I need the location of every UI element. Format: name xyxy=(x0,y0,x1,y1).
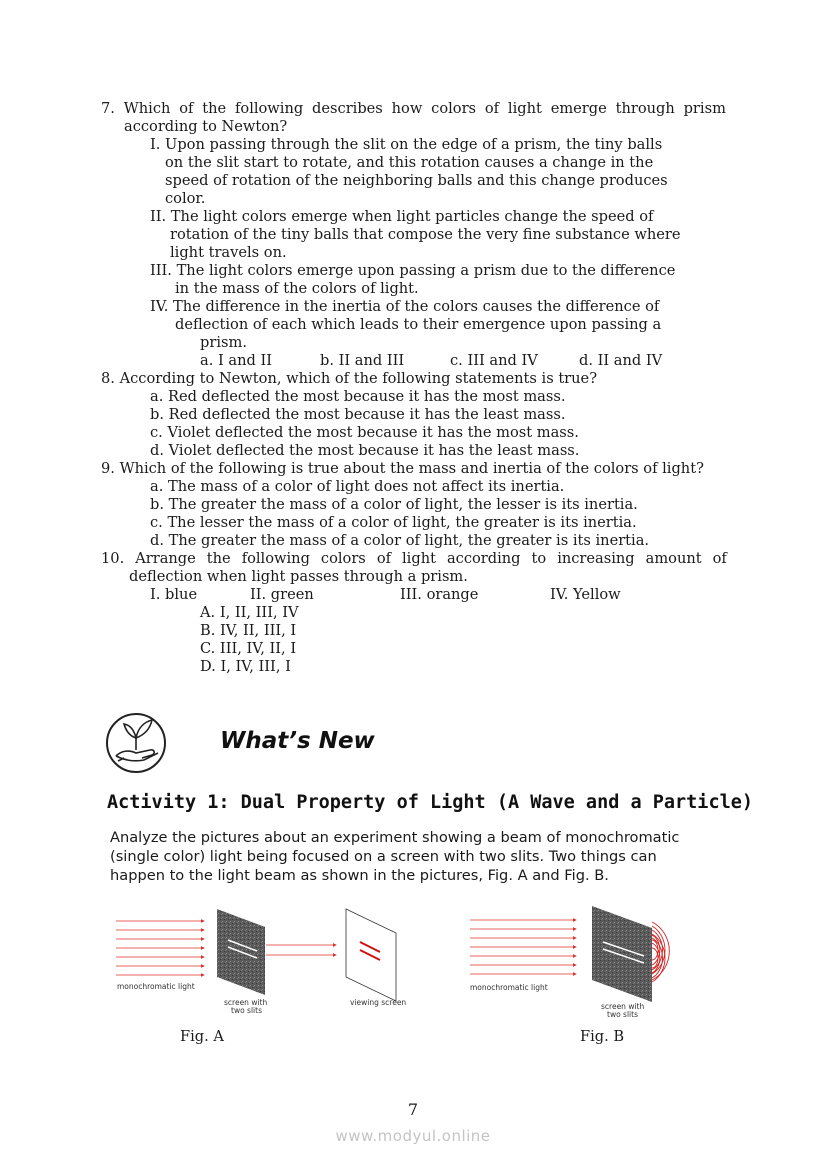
q9-option-c: c. The lesser the mass of a color of light, the greater is its inertia. xyxy=(150,514,637,531)
q7-stem-line2: according to Newton? xyxy=(124,118,288,135)
q7-statement-4-cont: deflection of each which leads to their emergence upon passing a xyxy=(175,316,662,333)
word: to xyxy=(531,550,547,567)
q10-item-1: I. blue xyxy=(150,586,198,603)
figure-b-screen-label: two slits xyxy=(607,1010,638,1019)
watermark: www.modyul.online xyxy=(335,1127,491,1145)
figure-a-viewing-label: viewing screen xyxy=(350,998,407,1007)
word: according xyxy=(446,550,521,567)
figure-a-caption: Fig. A xyxy=(180,1028,224,1045)
activity-title: Activity 1: Dual Property of Light (A Wave and a Particle) xyxy=(107,792,754,813)
q10-option-B: B. IV, II, III, I xyxy=(200,622,297,639)
q7-option-a: a. I and II xyxy=(200,352,272,369)
q9-option-a: a. The mass of a color of light does not affect its inertia. xyxy=(150,478,565,495)
figure-b-diagram xyxy=(466,902,706,1012)
page-number: 7 xyxy=(407,1100,419,1119)
word: 7. xyxy=(101,100,115,117)
q7-statement-4: IV. The difference in the inertia of the colors causes the difference of xyxy=(150,298,660,315)
q7-statement-3: III. The light colors emerge upon passing a prism due to the difference xyxy=(150,262,676,279)
q7-statement-4-cont: prism. xyxy=(200,334,247,351)
word: light xyxy=(402,550,436,567)
word: following xyxy=(235,100,304,117)
figure-b-screen-label: screen with xyxy=(601,1002,645,1011)
activity-paragraph-line: happen to the light beam as shown in the pictures, Fig. A and Fig. B. xyxy=(110,867,609,884)
q10-item-4: IV. Yellow xyxy=(550,586,621,603)
word: the xyxy=(202,100,227,117)
figure-b-light-label: monochromatic light xyxy=(470,983,548,992)
hand-holding-plant-icon xyxy=(104,698,168,788)
q9-stem: 9. Which of the following is true about the mass and inertia of the colors of light? xyxy=(101,460,704,477)
word: prism xyxy=(683,100,726,117)
word: colors xyxy=(320,550,366,567)
word: the xyxy=(206,550,231,567)
q10-option-C: C. III, IV, II, I xyxy=(200,640,297,657)
q10-option-A: A. I, II, III, IV xyxy=(200,604,299,621)
q10-stem-line2: deflection when light passes through a prism. xyxy=(129,568,468,585)
q7-statement-3-cont: in the mass of the colors of light. xyxy=(175,280,419,297)
q7-statement-2-cont: rotation of the tiny balls that compose the very fine substance where xyxy=(170,226,681,243)
q8-option-b: b. Red deflected the most because it has the least mass. xyxy=(150,406,566,423)
word: light xyxy=(507,100,542,117)
figure-a-light-label: monochromatic light xyxy=(117,982,195,991)
word: of xyxy=(484,100,500,117)
word: of xyxy=(712,550,727,567)
q8-option-c: c. Violet deflected the most because it has the most mass. xyxy=(150,424,579,441)
word: of xyxy=(376,550,392,567)
figure-a-screen-label: two slits xyxy=(231,1006,262,1015)
q9-option-b: b. The greater the mass of a color of light, the lesser is its inertia. xyxy=(150,496,638,513)
word: through xyxy=(615,100,675,117)
figure-a-screen-label: screen with xyxy=(224,998,268,1007)
q8-option-d: d. Violet deflected the most because it has the least mass. xyxy=(150,442,580,459)
word: emerge xyxy=(550,100,607,117)
q7-statement-2: II. The light colors emerge when light particles change the speed of xyxy=(150,208,654,225)
q7-stem-line1 xyxy=(101,100,726,118)
q7-statement-1-cont: on the slit start to rotate, and this rotation causes a change in the xyxy=(165,154,654,171)
q7-statement-2-cont: light travels on. xyxy=(170,244,287,261)
word: following xyxy=(241,550,310,567)
q7-statement-1: I. Upon passing through the slit on the edge of a prism, the tiny balls xyxy=(150,136,663,153)
word: Arrange xyxy=(135,550,196,567)
word: 10. xyxy=(101,550,125,567)
q9-option-d: d. The greater the mass of a color of light, the greater is its inertia. xyxy=(150,532,650,549)
word: increasing xyxy=(557,550,635,567)
q7-statement-1-cont: color. xyxy=(165,190,206,207)
q7-statement-1-cont: speed of rotation of the neighboring balls and this change produces xyxy=(165,172,668,189)
word: colors xyxy=(431,100,477,117)
activity-paragraph-line: (single color) light being focused on a screen with two slits. Two things can xyxy=(110,848,657,865)
activity-paragraph-line: Analyze the pictures about an experiment showing a beam of monochromatic xyxy=(110,829,680,846)
q8-stem: 8. According to Newton, which of the following statements is true? xyxy=(101,370,598,387)
q10-stem-line1 xyxy=(101,550,727,568)
word: Which xyxy=(123,100,171,117)
word: of xyxy=(179,100,194,117)
q7-option-c: c. III and IV xyxy=(450,352,538,369)
word: how xyxy=(391,100,423,117)
whats-new-heading: What’s New xyxy=(220,728,375,754)
q10-item-3: III. orange xyxy=(400,586,479,603)
q10-item-2: II. green xyxy=(250,586,314,603)
figure-b-caption: Fig. B xyxy=(580,1028,625,1045)
q8-option-a: a. Red deflected the most because it has the most mass. xyxy=(150,388,566,405)
word: amount xyxy=(645,550,702,567)
q10-option-D: D. I, IV, III, I xyxy=(200,658,291,675)
q7-option-b: b. II and III xyxy=(320,352,405,369)
q7-option-d: d. II and IV xyxy=(579,352,663,369)
word: describes xyxy=(312,100,383,117)
